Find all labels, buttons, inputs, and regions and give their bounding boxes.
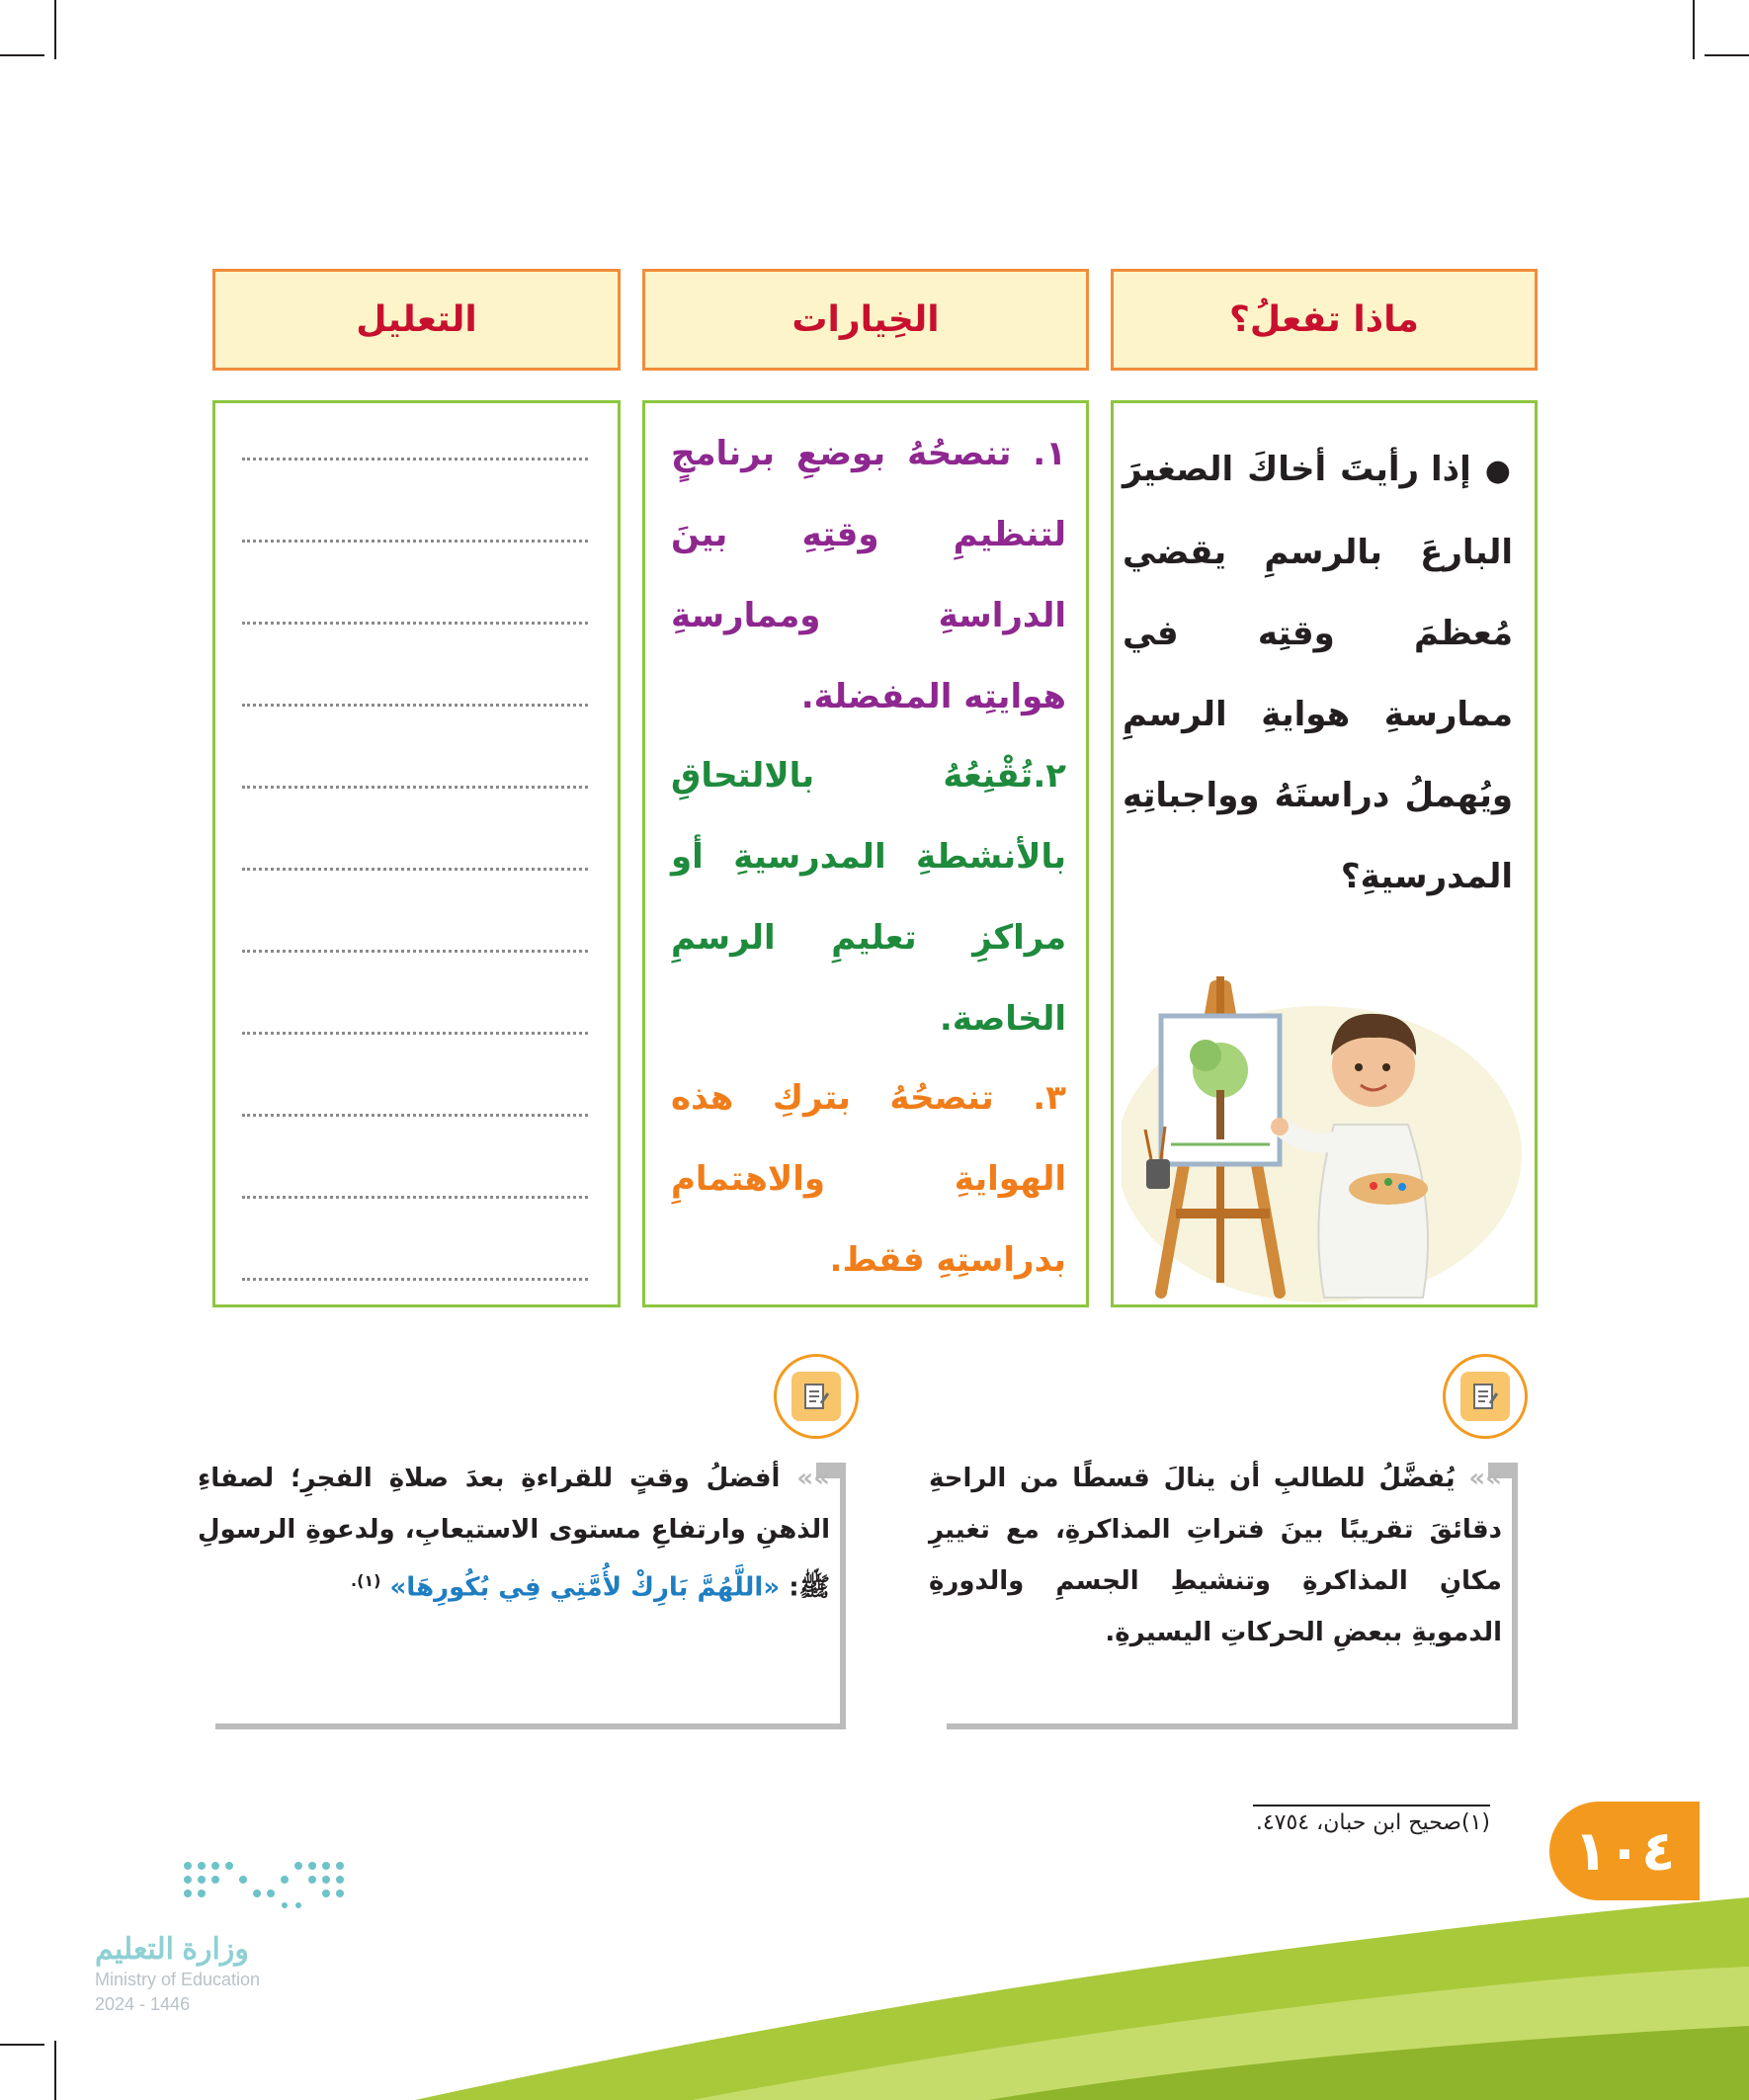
answer-line[interactable] bbox=[242, 458, 588, 461]
footnote-text: (١)صحيح ابن حبان، ٤٧٥٤. bbox=[1255, 1810, 1490, 1835]
note-right-body: يُفضَّلُ للطالبِ أن ينالَ قسطًا من الراحةِ دقائقَ تقريبًا بينَ فتراتِ المذاكرةِ، مع تغييرِ مكانِ المذاكرةِ وتنشيطِ الجسمِ والدورةِ الدمويةِ ببعضِ الحركاتِ اليسيرةِ. bbox=[929, 1464, 1502, 1647]
note-right-text bbox=[929, 1453, 1502, 1658]
page-number: ١٠٤ bbox=[1573, 1818, 1676, 1884]
note-icon-right bbox=[1443, 1354, 1528, 1439]
logo-ar-text: وزارة التعليم bbox=[95, 1933, 249, 1966]
header-question bbox=[1111, 269, 1538, 371]
note-left-intro: أفضلُ وقتٍ للقراءةِ بعدَ صلاةِ الفجرِ؛ لصفاءِ الذهنِ وارتفاعِ مستوى الاستيعابِ، ولدعوةِ الرسولِ ﷺ: bbox=[198, 1464, 830, 1603]
quote-mark: »» bbox=[1468, 1464, 1502, 1493]
notepad-icon bbox=[1460, 1372, 1510, 1421]
choices-box bbox=[642, 400, 1089, 1307]
ministry-logo-year bbox=[95, 1994, 190, 2015]
header-choices bbox=[642, 269, 1089, 371]
question-body: إذا رأيتَ أخاكَ الصغيرَ البارعَ بالرسمِ يقضي مُعظمَ وقتِه في ممارسةِ هوايةِ الرسمِ ويُهملُ دراستَهُ وواجباتِهِ المدرسيةِ؟ bbox=[1123, 450, 1513, 896]
question-box bbox=[1111, 400, 1538, 1307]
crop-mark bbox=[1705, 54, 1749, 56]
note-left-text bbox=[198, 1453, 830, 1614]
choice-1 bbox=[671, 413, 1066, 737]
answer-line[interactable] bbox=[242, 540, 588, 543]
ministry-logo-en bbox=[95, 1970, 260, 1990]
crop-mark bbox=[0, 54, 44, 56]
boy-painting-illustration bbox=[1122, 957, 1533, 1302]
header-question-label: ماذا تفعلُ؟ bbox=[1229, 299, 1419, 340]
quote-mark: »» bbox=[796, 1464, 830, 1493]
note-left-hadith: «اللَّهُمَّ بَارِكْ لأُمَّتِي فِي بُكُورِهَا» bbox=[389, 1572, 781, 1603]
crop-mark bbox=[1693, 0, 1695, 59]
answer-line[interactable] bbox=[242, 950, 588, 953]
note-icon-left bbox=[774, 1354, 859, 1439]
logo-en-text: Ministry of Education bbox=[95, 1970, 261, 1989]
answer-line[interactable] bbox=[242, 786, 588, 789]
footnote bbox=[1253, 1805, 1490, 1835]
question-text bbox=[1123, 429, 1513, 917]
bullet-icon: ● bbox=[1484, 454, 1514, 488]
answer-line[interactable] bbox=[242, 1114, 588, 1117]
header-choices-label: الخِيارات bbox=[791, 299, 940, 340]
choice-2 bbox=[671, 735, 1066, 1059]
header-reasoning-label: التعليل bbox=[356, 299, 477, 340]
header-reasoning bbox=[212, 269, 621, 371]
logo-year-text: 2024 - 1446 bbox=[95, 1994, 191, 2014]
choice-3 bbox=[671, 1057, 1066, 1301]
answer-line[interactable] bbox=[242, 1196, 588, 1199]
answer-line[interactable] bbox=[242, 1032, 588, 1035]
answer-line[interactable] bbox=[242, 1278, 588, 1281]
note-left-ref: (١). bbox=[350, 1571, 381, 1590]
ministry-logo-dots bbox=[180, 1858, 354, 1913]
notepad-icon bbox=[791, 1372, 841, 1421]
reasoning-box bbox=[212, 400, 621, 1307]
answer-line[interactable] bbox=[242, 622, 588, 625]
choice-1-text: ١. تنصحُهُ بوضعِ برنامجٍ لتنظيمِ وقتِهِ بينَ الدراسةِ وممارسةِ هوايتِه المفضلة. bbox=[671, 434, 1066, 716]
crop-mark bbox=[54, 0, 56, 59]
answer-line[interactable] bbox=[242, 868, 588, 871]
ministry-logo-ar bbox=[95, 1932, 263, 1967]
answer-line[interactable] bbox=[242, 704, 588, 707]
choice-3-text: ٣. تنصحُهُ بتركِ هذه الهوايةِ والاهتمامِ بدراستِهِ فقط. bbox=[671, 1078, 1066, 1280]
choice-2-text: ٢.تُقْنِعُهُ بالالتحاقِ بالأنشطةِ المدرسيةِ أو مراكزِ تعليمِ الرسمِ الخاصة. bbox=[671, 756, 1066, 1039]
